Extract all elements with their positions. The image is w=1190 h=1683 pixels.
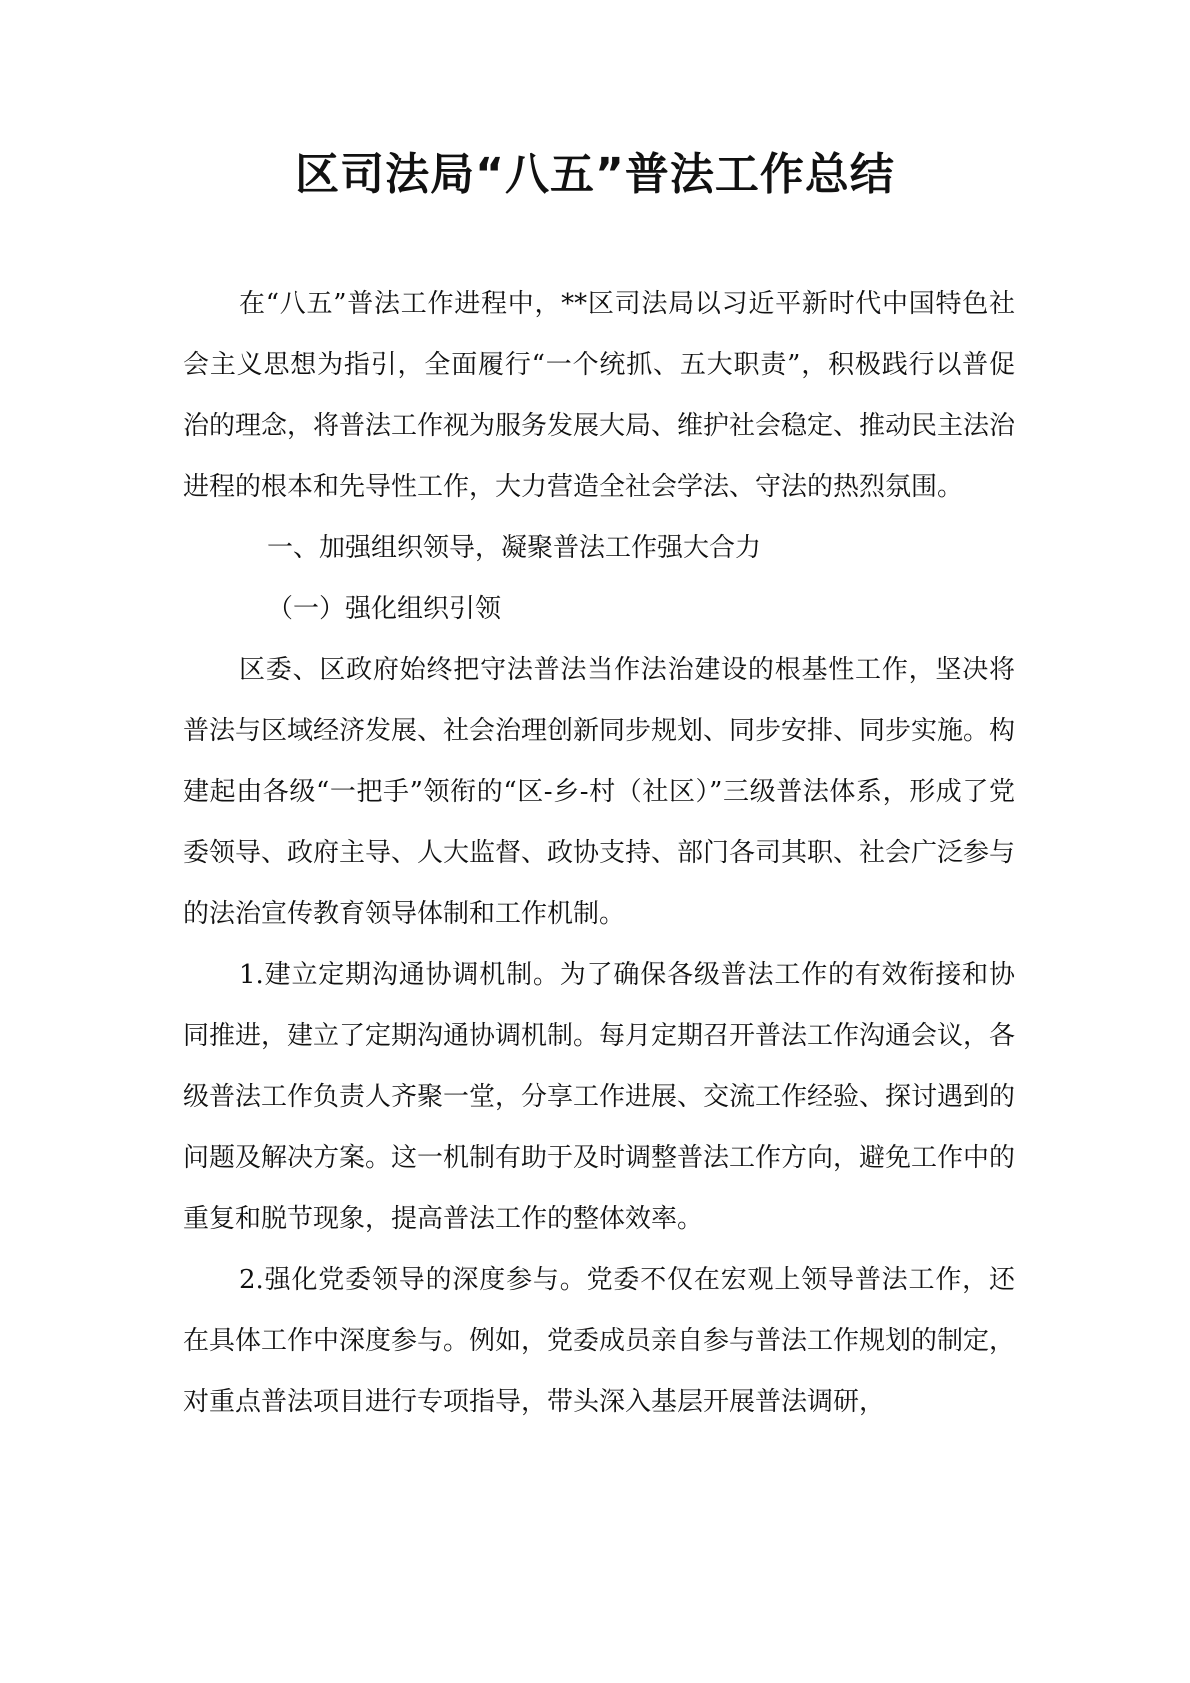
body-paragraph-point-2: 2.强化党委领导的深度参与。党委不仅在宏观上领导普法工作，还在具体工作中深度参与。例如，党委成员亲自参与普法工作规划的制定，对重点普法项目进行专项指导，带头深入基层开展普法调研，: [183, 1265, 1016, 1417]
body-paragraph-organization: 区委、区政府始终把守法普法当作法治建设的根基性工作，坚决将普法与区域经济发展、社会治理创新同步规划、同步安排、同步实施。构建起由各级“一把手”领衔的“区-乡-村（社区）”三级普法体系，形成了党委领导、政府主导、人大监督、政协支持、部门各司其职、社会广泛参与的法治宣传教育领导体制和工作机制。: [183, 655, 1016, 929]
section-heading-1: 一、加强组织领导，凝聚普法工作强大合力: [267, 533, 762, 563]
document-title: 区司法局“八五”普法工作总结: [295, 149, 895, 200]
subsection-heading-1: （一）强化组织引领: [267, 594, 502, 624]
body-paragraph-point-1: 1.建立定期沟通协调机制。为了确保各级普法工作的有效衔接和协同推进，建立了定期沟通协调机制。每月定期召开普法工作沟通会议，各级普法工作负责人齐聚一堂，分享工作进展、交流工作经验、探讨遇到的问题及解决方案。这一机制有助于及时调整普法工作方向，避免工作中的重复和脱节现象，提高普法工作的整体效率。: [183, 960, 1016, 1234]
intro-paragraph: 在“八五”普法工作进程中，**区司法局以习近平新时代中国特色社会主义思想为指引，全面履行“一个统抓、五大职责”，积极践行以普促治的理念，将普法工作视为服务发展大局、维护社会稳定、推动民主法治进程的根本和先导性工作，大力营造全社会学法、守法的热烈氛围。: [183, 289, 1016, 502]
document-body: [183, 274, 1015, 1433]
